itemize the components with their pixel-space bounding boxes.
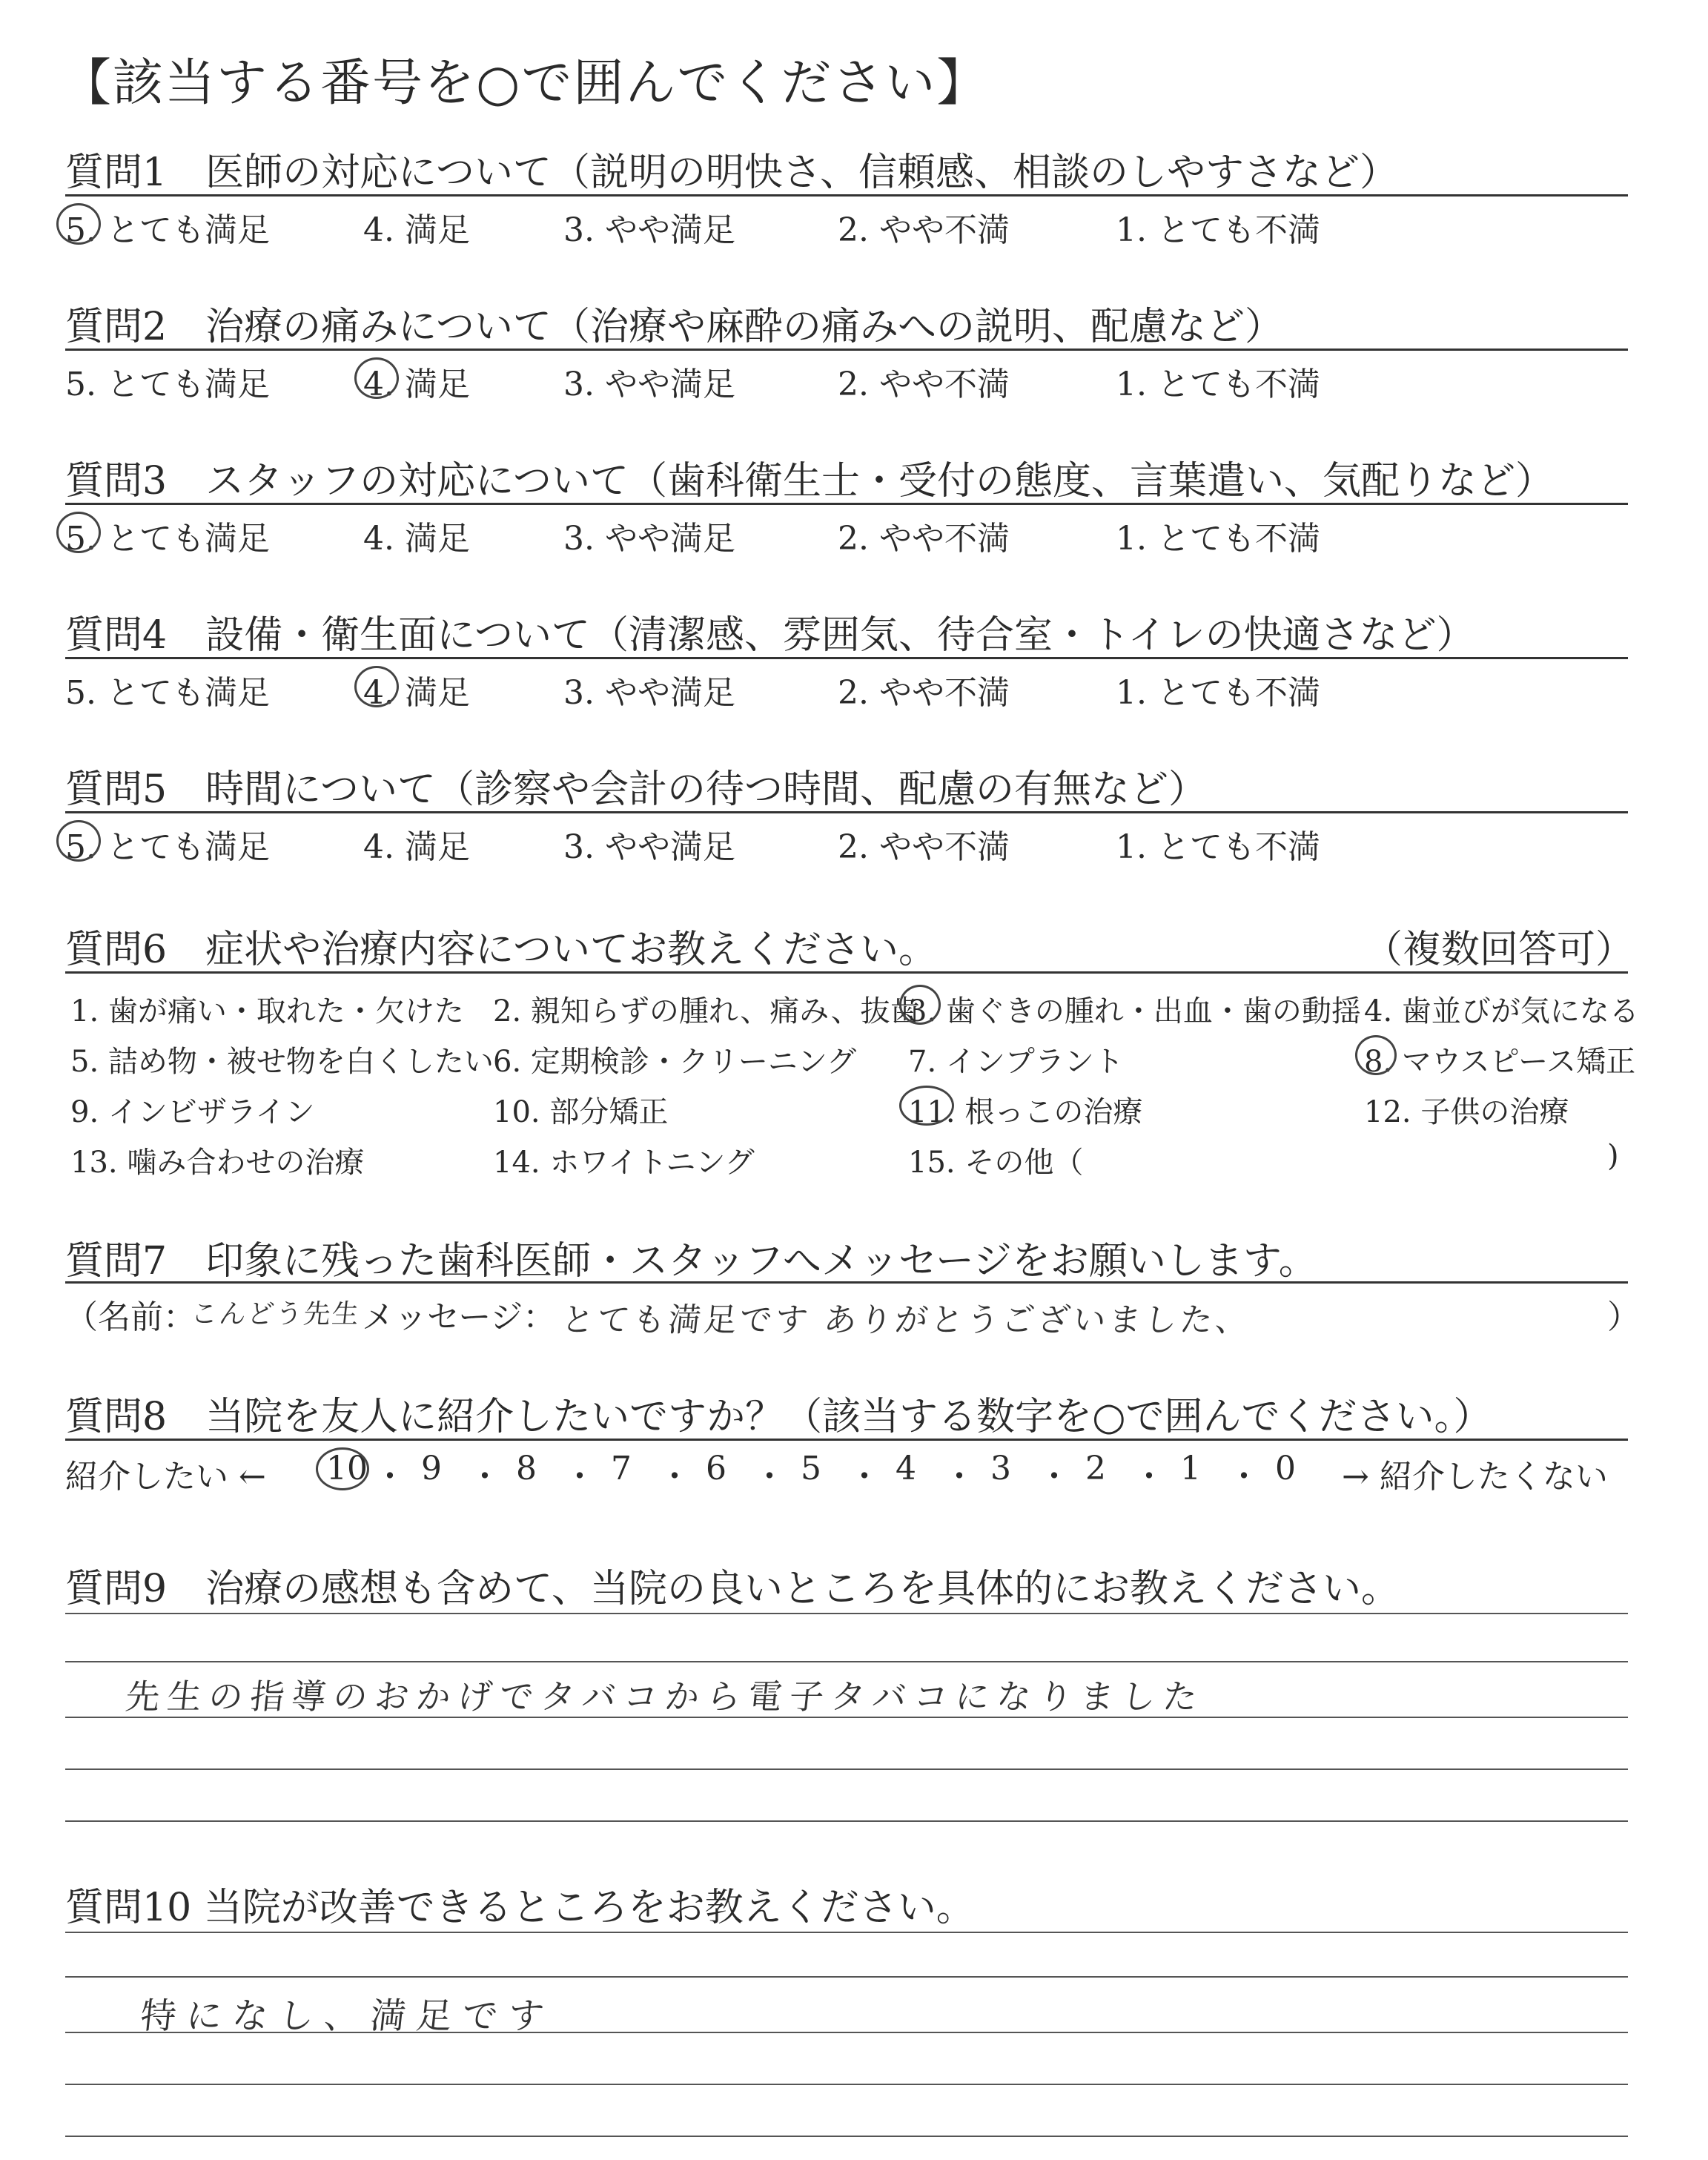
q8-separator: ・ — [1133, 1458, 1165, 1496]
q6-option-13: 13. 噛み合わせの治療 — [70, 1146, 365, 1180]
q9-line-4 — [65, 1768, 1628, 1770]
q9-answer: 先生の指導のおかげでタバコから電子タバコになりました — [123, 1677, 1207, 1717]
q3-label: 質問3 スタッフの対応について（歯科衛生士・受付の態度、言葉遣い、気配りなど） — [65, 459, 1555, 503]
q8-label: 質問8 当院を友人に紹介したいですか？（該当する数字を○で囲んでください。） — [65, 1395, 1492, 1439]
q4-rule — [65, 657, 1628, 659]
q8-left-label: 紹介したい ← — [65, 1458, 266, 1496]
q6-option-1: 1. 歯が痛い・取れた・欠けた — [70, 994, 464, 1028]
q10-line-2 — [65, 1976, 1628, 1978]
q8-scale-4: 4 — [896, 1450, 916, 1487]
q6-selected-circle-11 — [899, 1086, 954, 1126]
q3-option-2: 2. やや不満 — [838, 520, 1010, 558]
q4-option-4: 4. 満足 — [363, 674, 470, 712]
q7-message-label: メッセージ： — [362, 1298, 556, 1336]
q10-line-1 — [65, 1932, 1628, 1933]
q8-scale-1: 1 — [1180, 1450, 1201, 1487]
q5-selected-circle — [56, 820, 101, 862]
q8-scale-8: 8 — [516, 1450, 537, 1487]
q6-option-4: 4. 歯並びが気になる — [1364, 994, 1639, 1028]
q9-line-1 — [65, 1613, 1628, 1614]
q8-separator: ・ — [848, 1458, 881, 1496]
q5-option-3: 3. やや満足 — [563, 828, 735, 866]
q10-label: 質問10 当院が改善できるところをお教えください。 — [65, 1886, 975, 1930]
q3-selected-circle — [56, 512, 101, 553]
q2-option-2: 2. やや不満 — [838, 366, 1010, 403]
q6-option-3: 3. 歯ぐきの腫れ・出血・歯の動揺 — [908, 994, 1361, 1028]
q5-label: 質問5 時間について（診察や会計の待つ時間、配慮の有無など） — [65, 767, 1208, 812]
q6-option-7: 7. インプラント — [908, 1045, 1124, 1079]
q6-rule — [65, 971, 1628, 974]
q6-note: （複数回答可） — [1364, 928, 1635, 972]
q8-separator: ・ — [1038, 1458, 1070, 1496]
q2-option-3: 3. やや満足 — [563, 366, 735, 403]
q2-option-1: 1. とても不満 — [1116, 366, 1320, 403]
q10-line-4 — [65, 2084, 1628, 2085]
q6-option-8: 8. マウスピース矯正 — [1364, 1045, 1636, 1079]
q5-rule — [65, 811, 1628, 813]
q6-option-12: 12. 子供の治療 — [1364, 1095, 1569, 1129]
q9-label: 質問9 治療の感想も含めて、当院の良いところを具体的にお教えください。 — [65, 1567, 1400, 1611]
q2-label: 質問2 治療の痛みについて（治療や麻酔の痛みへの説明、配慮など） — [65, 305, 1284, 349]
q1-option-3: 3. やや満足 — [563, 211, 735, 249]
q6-option-9: 9. インビザライン — [70, 1095, 315, 1129]
q4-selected-circle — [354, 666, 399, 707]
q7-name-value: こんどう先生 — [189, 1299, 362, 1330]
q8-separator: ・ — [563, 1458, 596, 1496]
q7-name-label: （名前： — [65, 1298, 196, 1336]
q8-scale-7: 7 — [611, 1450, 632, 1487]
q4-label: 質問4 設備・衛生面について（清潔感、雰囲気、待合室・トイレの快適さなど） — [65, 613, 1475, 658]
q1-rule — [65, 194, 1628, 196]
q6-option-11: 11. 根っこの治療 — [908, 1095, 1143, 1129]
q8-separator: ・ — [469, 1458, 501, 1496]
q8-separator: ・ — [753, 1458, 786, 1496]
q8-right-label: → 紹介したくない — [1342, 1458, 1608, 1496]
q2-rule — [65, 349, 1628, 351]
q4-option-5: 5. とても満足 — [65, 674, 270, 712]
q8-scale-2: 2 — [1085, 1450, 1106, 1487]
q3-option-4: 4. 満足 — [363, 520, 470, 558]
q6-option-5: 5. 詰め物・被せ物を白くしたい — [70, 1045, 494, 1079]
q6-option-10: 10. 部分矯正 — [493, 1095, 669, 1129]
q2-selected-circle — [354, 357, 399, 399]
q3-option-3: 3. やや満足 — [563, 520, 735, 558]
q8-separator: ・ — [658, 1458, 691, 1496]
q1-label: 質問1 医師の対応について（説明の明快さ、信頼感、相談のしやすさなど） — [65, 151, 1398, 195]
q8-rule — [65, 1439, 1628, 1441]
q10-answer: 特になし、満足です — [138, 1995, 557, 2037]
q1-option-2: 2. やや不満 — [838, 211, 1010, 249]
q8-separator: ・ — [943, 1458, 976, 1496]
q3-rule — [65, 503, 1628, 505]
q8-scale-9: 9 — [421, 1450, 442, 1487]
q8-scale-5: 5 — [801, 1450, 821, 1487]
q8-separator: ・ — [374, 1458, 406, 1496]
q7-close: ） — [1607, 1298, 1640, 1336]
q4-option-2: 2. やや不満 — [838, 674, 1010, 712]
q3-option-5: 5. とても満足 — [65, 520, 270, 558]
q6-selected-circle-3 — [899, 985, 941, 1025]
q5-option-1: 1. とても不満 — [1116, 828, 1320, 866]
q3-option-1: 1. とても不満 — [1116, 520, 1320, 558]
q9-line-2 — [65, 1661, 1628, 1662]
q8-scale-0: 0 — [1275, 1450, 1296, 1487]
q6-option-14: 14. ホワイトニング — [493, 1146, 755, 1180]
q7-label: 質問7 印象に残った歯科医師・スタッフへメッセージをお願いします。 — [65, 1239, 1317, 1284]
q1-option-1: 1. とても不満 — [1116, 211, 1320, 249]
page-title: 【該当する番号を○で囲んでください】 — [61, 54, 989, 113]
q6-label: 質問6 症状や治療内容についてお教えください。 — [65, 928, 938, 972]
q8-selected-circle — [316, 1447, 369, 1490]
q7-rule — [65, 1281, 1628, 1284]
q2-option-5: 5. とても満足 — [65, 366, 270, 403]
q5-option-2: 2. やや不満 — [838, 828, 1010, 866]
q5-option-5: 5. とても満足 — [65, 828, 270, 866]
q8-scale-6: 6 — [706, 1450, 726, 1487]
q5-option-4: 4. 満足 — [363, 828, 470, 866]
q1-option-4: 4. 満足 — [363, 211, 470, 249]
q6-option-16: ) — [1607, 1139, 1619, 1173]
q4-option-1: 1. とても不満 — [1116, 674, 1320, 712]
q8-separator: ・ — [1228, 1458, 1260, 1496]
q8-scale-10: 10 — [326, 1450, 368, 1487]
q2-option-4: 4. 満足 — [363, 366, 470, 403]
q4-option-3: 3. やや満足 — [563, 674, 735, 712]
q1-option-5: 5. とても満足 — [65, 211, 270, 249]
q10-line-5 — [65, 2136, 1628, 2137]
q6-option-6: 6. 定期検診・クリーニング — [493, 1045, 857, 1079]
q9-line-5 — [65, 1820, 1628, 1822]
q7-message-value: とても満足です ありがとうございました、 — [559, 1301, 1254, 1339]
q1-selected-circle — [56, 203, 101, 245]
q6-option-2: 2. 親知らずの腫れ、痛み、抜歯 — [493, 994, 920, 1028]
q6-selected-circle-8 — [1355, 1035, 1397, 1075]
q8-scale-3: 3 — [990, 1450, 1011, 1487]
q6-option-15: 15. その他（ — [908, 1146, 1084, 1180]
